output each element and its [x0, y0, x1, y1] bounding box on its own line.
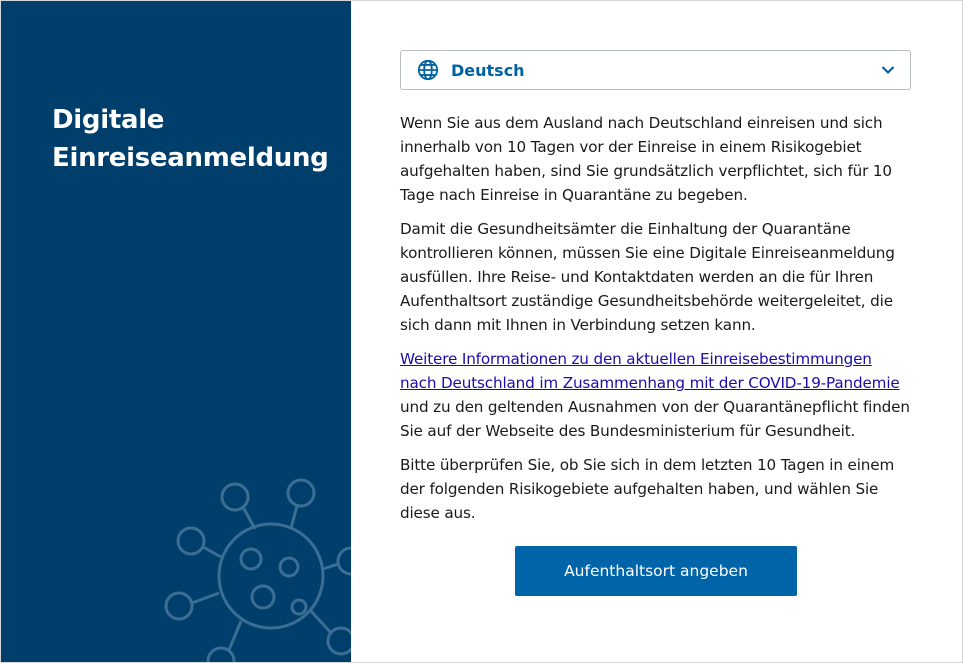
chevron-down-icon [880, 62, 896, 78]
page-title [52, 101, 342, 177]
specify-location-button[interactable]: Aufenthaltsort angeben [515, 546, 797, 596]
info-paragraph [400, 347, 912, 443]
more-info-link[interactable]: Weitere Informationen zu den aktuellen Einreisebestimmungen nach Deutschland im Zusammenhang mit der COVID-19-Pandemie [400, 350, 900, 392]
sidebar-panel [1, 1, 351, 662]
info-paragraph-text: und zu den geltenden Ausnahmen von der Quarantänepflicht finden Sie auf der Webseite des Bundesministerium für Gesundheit. [400, 398, 910, 440]
language-select[interactable] [400, 50, 911, 90]
instruction-paragraph: Bitte überprüfen Sie, ob Sie sich in dem letzten 10 Tagen in einem der folgenden Risikogebiete aufgehalten haben, und wählen Sie diese aus. [400, 456, 895, 522]
title-line-1: Digitale [52, 105, 165, 135]
quarantine-paragraph: Damit die Gesundheitsämter die Einhaltung der Quarantäne kontrollieren können, müssen Sie eine Digitale Einreiseanmeldung ausfüllen. Ihre Reise- und Kontaktdaten werden an die für Ihren Aufenthaltsort zuständige Gesundheitsbehörde weitergeleitet, die sich dann mit Ihnen in Verbindung setzen kann. [400, 220, 895, 334]
intro-paragraph: Wenn Sie aus dem Ausland nach Deutschland einreisen und sich innerhalb von 10 Tagen vor der Einreise in einem Risikogebiet aufgehalten haben, sind Sie grundsätzlich verpflichtet, sich für 10 Tage nach Einreise in Quarantäne zu begeben. [400, 114, 892, 204]
globe-icon [417, 59, 439, 81]
virus-illustration-icon [151, 471, 351, 662]
main-content [400, 50, 912, 525]
title-line-2: Einreiseanmeldung [52, 143, 329, 173]
language-select-value: Deutsch [451, 60, 525, 80]
